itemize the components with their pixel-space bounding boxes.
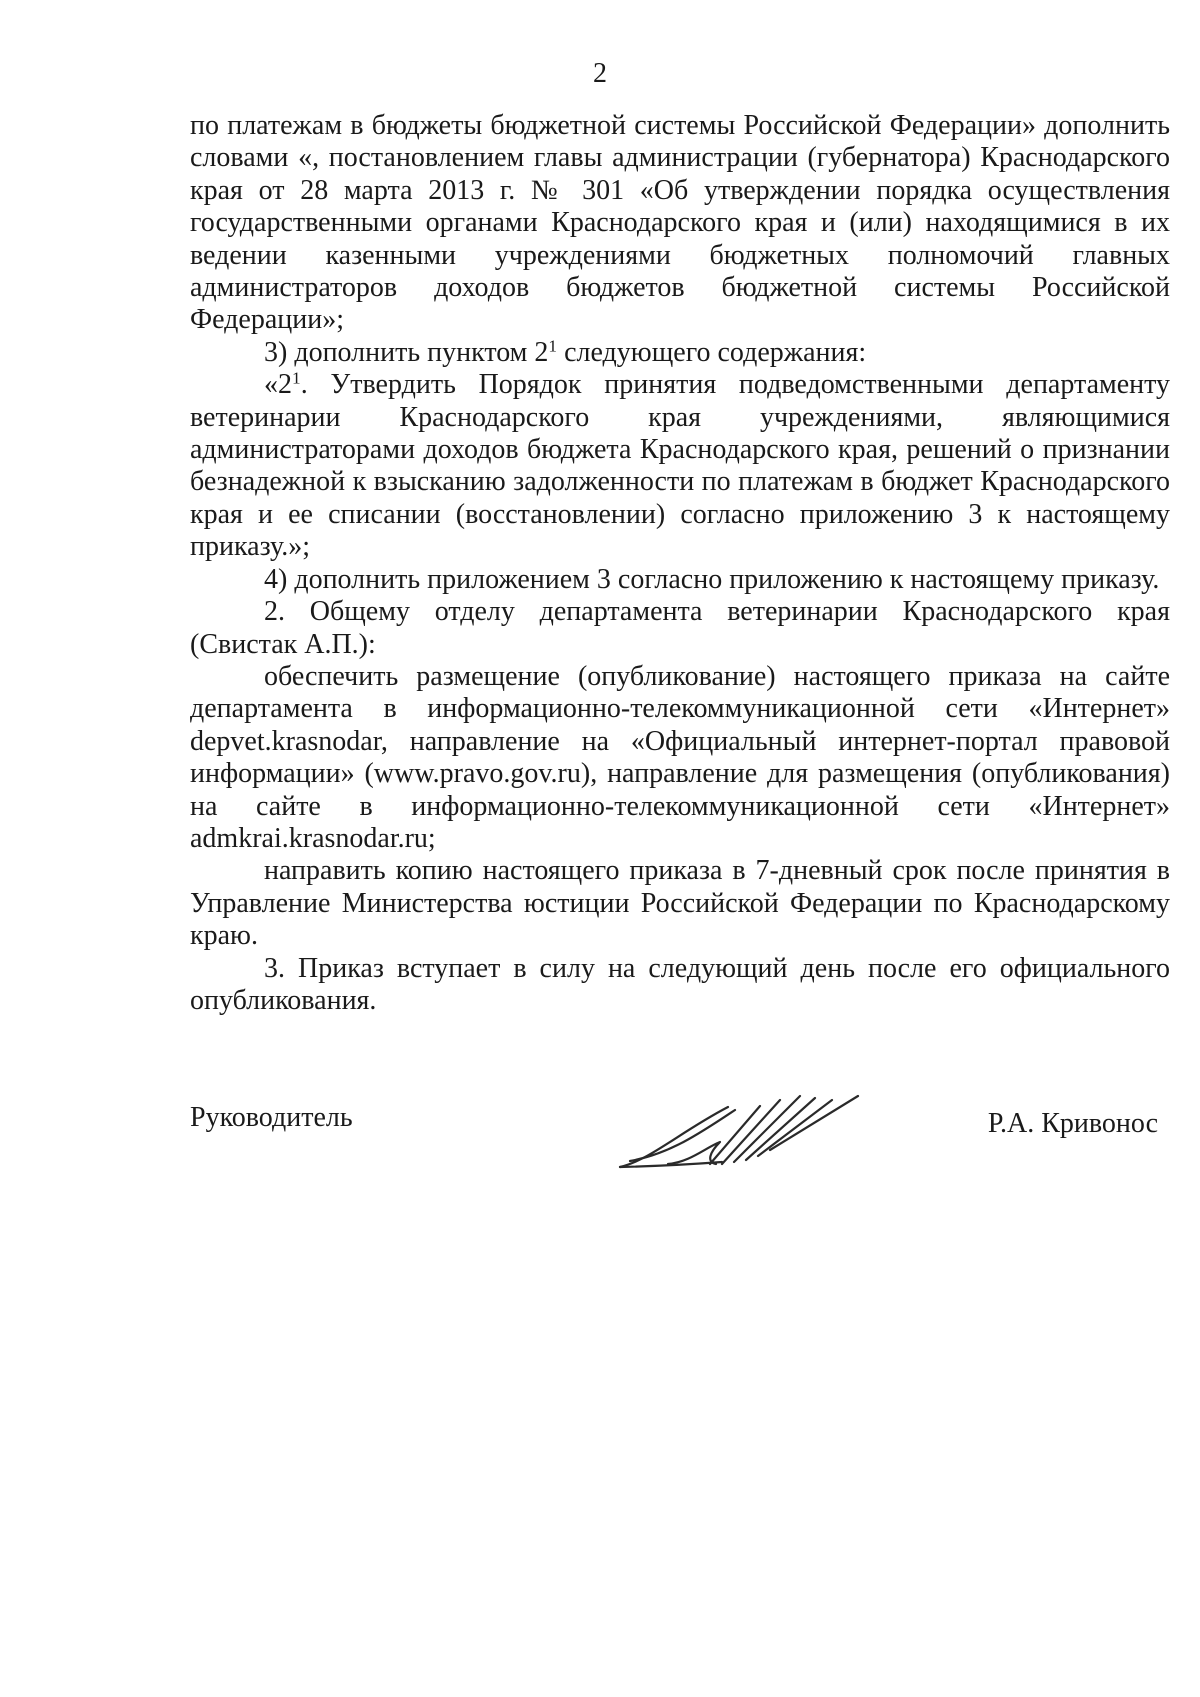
page-number: 2 [593, 58, 607, 89]
paragraph-clause-3: 3. Приказ вступает в силу на следующий день после его официального опубликования. [190, 952, 1170, 1016]
signature-block [190, 1102, 1158, 1212]
paragraph-item-3: 3) дополнить пунктом $2^1$ следующего содержания: [264, 336, 867, 368]
document-body [190, 110, 1170, 1017]
paragraph-copy-direction: направить копию настоящего приказа в 7-дневный срок после принятия в Управление Министерства юстиции Российской Федерации по Краснодарскому краю. [190, 855, 1170, 952]
paragraph-publication: обеспечить размещение (опубликование) настоящего приказа на сайте департамента в информационно-телекоммуникационной сети «Интернет» depvet.krasnodar, направление на «Официальный интернет-портал правовой информации» (www.pravo.gov.ru), направление для размещения (опубликования) на сайте в информационно-телекоммуникационной сети «Интернет» admkrai.krasnodar.ru; [190, 660, 1170, 854]
paragraph-point-2-1: «$2^1$. Утвердить Порядок принятия подведомственными департаменту ветеринарии Краснодарского края учреждениями, являющимися администраторами доходов бюджета Краснодарского края, решений о признании безнадежной к взысканию задолженности по платежам в бюджет Краснодарского края и ее списании (восстановлении) согласно приложению 3 к настоящему приказу.»; [190, 368, 1170, 563]
signatory-name: Р.А. Кривонос [987, 1108, 1158, 1139]
handwritten-signature [610, 1092, 870, 1182]
paragraph-clause-2: 2. Общему отделу департамента ветеринарии Краснодарского края (Свистак А.П.): [190, 596, 1170, 660]
signatory-title: Руководитель [190, 1102, 353, 1133]
paragraph-continuation: по платежам в бюджеты бюджетной системы Российской Федерации» дополнить словами «, постановлением главы администрации (губернатора) Краснодарского края от 28 марта 2013 г. № 301 «Об утверждении порядка осуществления государственными органами Краснодарского края и (или) находящимися в их ведении казенными учреждениями бюджетных полномочий главных администраторов доходов бюджетов бюджетной системы Российской Федерации»; [190, 110, 1170, 336]
paragraph-item-4: 4) дополнить приложением 3 согласно приложению к настоящему приказу. [264, 563, 1160, 595]
